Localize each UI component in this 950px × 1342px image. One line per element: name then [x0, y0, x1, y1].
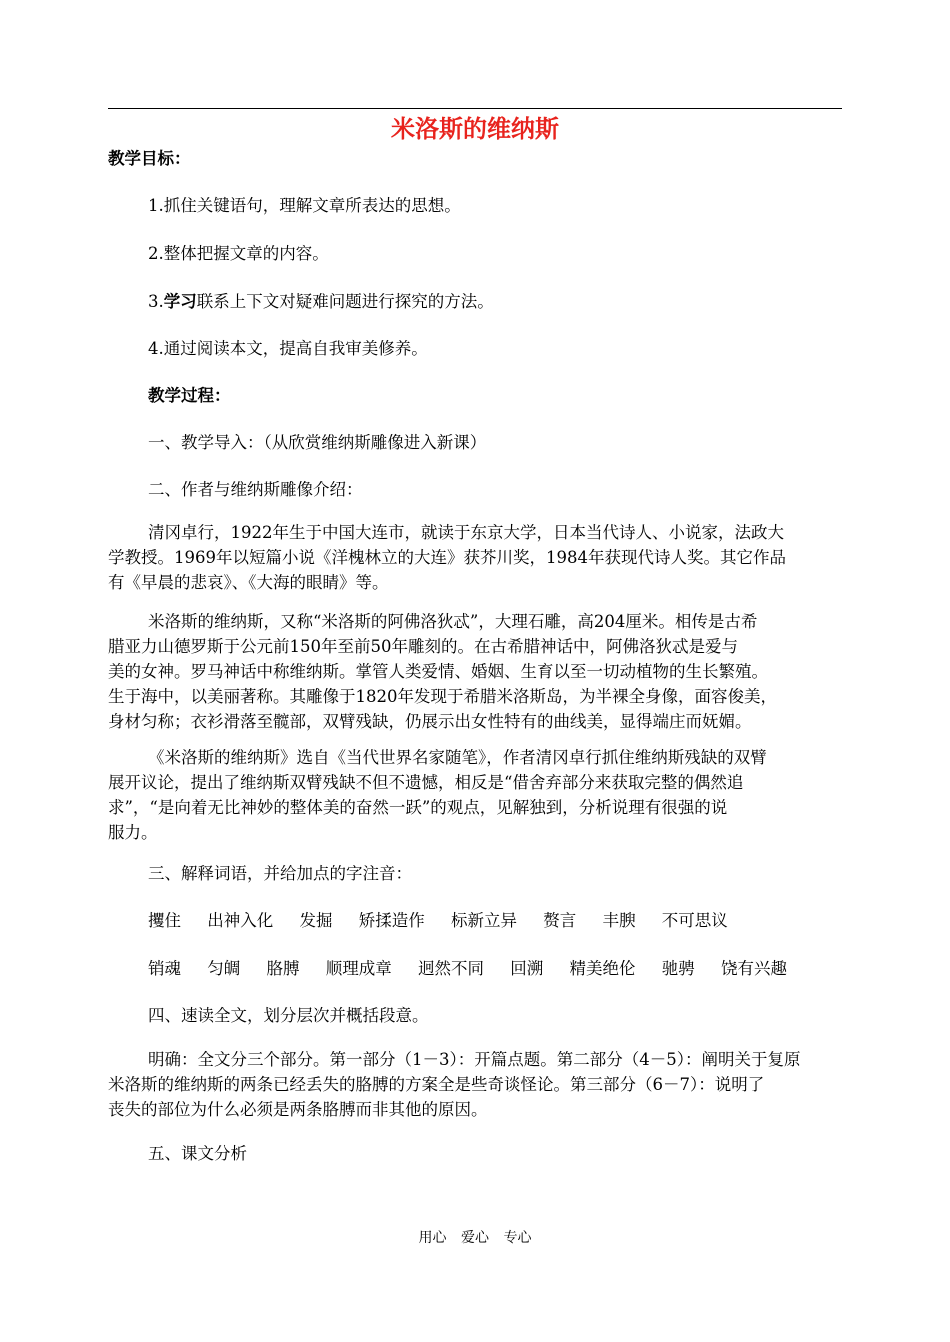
vocabulary-word: 顺理成章 [325, 959, 392, 978]
paragraph-author [108, 520, 842, 595]
paragraph-line: 清冈卓行，1922年生于中国大连市，就读于东京大学，日本当代诗人、小说家，法政大 [148, 523, 784, 542]
vocabulary-word: 赘言 [543, 911, 577, 930]
vocabulary-word: 矫揉造作 [358, 911, 425, 930]
paragraph-line: 米洛斯的维纳斯，又称“米洛斯的阿佛洛狄忒”，大理石雕，高204厘米。相传是古希 [148, 612, 758, 631]
paragraph-line: 服力。 [108, 823, 158, 842]
objectives-heading: 教学目标： [108, 149, 191, 168]
objective-4: 4.通过阅读本文，提高自我审美修养。 [148, 339, 428, 358]
paragraph-line: 《米洛斯的维纳斯》选自《当代世界名家随笔》，作者清冈卓行抓住维纳斯残缺的双臂 [148, 748, 767, 767]
objective-2: 2.整体把握文章的内容。 [148, 244, 329, 263]
paragraph-line: 学教授。1969年以短篇小说《洋槐林立的大连》获芥川奖，1984年获现代诗人奖。其它作品 [108, 548, 786, 567]
paragraph-line: 生于海中，以美丽著称。其雕像于1820年发现于希腊米洛斯岛，为半裸全身像，面容俊美， [108, 687, 777, 706]
section-4-heading: 四、速读全文，划分层次并概括段意。 [148, 1006, 429, 1025]
section-5-heading: 五、课文分析 [148, 1144, 247, 1163]
vocabulary-word: 丰腴 [602, 911, 636, 930]
header-rule [108, 108, 842, 109]
paragraph-line: 腊亚力山德罗斯于公元前150年至前50年雕刻的。在古希腊神话中，阿佛洛狄忒是爱与 [108, 637, 738, 656]
vocabulary-word: 驰骋 [661, 959, 695, 978]
footer-text: 专心 [503, 1230, 532, 1246]
paragraph-line: 求”，“是向着无比神妙的整体美的奋然一跃”的观点，见解独到，分析说理有很强的说 [108, 798, 728, 817]
vocabulary-word: 饶有兴趣 [721, 959, 787, 978]
vocabulary-row-2 [148, 956, 808, 981]
vocabulary-word: 匀皗 [207, 959, 241, 978]
paragraph-essay [108, 745, 842, 845]
footer-text: 爱心 [461, 1230, 489, 1246]
vocabulary-word: 不可思议 [661, 911, 728, 930]
vocabulary-word: 回溯 [510, 959, 544, 978]
section-1-heading: 一、教学导入：（从欣赏维纳斯雕像进入新课） [148, 433, 487, 452]
footer-text: 用心 [418, 1230, 447, 1246]
vocabulary-word: 销魂 [148, 959, 181, 978]
process-heading: 教学过程： [148, 386, 231, 405]
paragraph-line: 丧失的部位为什么必须是两条胳膊而非其他的原因。 [108, 1100, 488, 1119]
vocabulary-row-1 [148, 908, 749, 933]
vocabulary-word: 发掘 [299, 911, 333, 930]
vocabulary-word: 迥然不同 [418, 959, 484, 978]
paragraph-line: 美的女神。罗马神话中称维纳斯。掌管人类爱情、婚姻、生育以至一切动植物的生长繁殖。 [108, 662, 768, 681]
document-title: 米洛斯的维纳斯 [391, 115, 559, 143]
objective-3-rest: 联系上下文对疑难问题进行探究的方法。 [196, 292, 494, 311]
section-2-heading: 二、作者与维纳斯雕像介绍： [148, 480, 363, 499]
section-3-heading: 三、解释词语，并给加点的字注音： [148, 864, 412, 883]
paragraph-line: 米洛斯的维纳斯的两条已经丢失的胳膊的方案全是些奇谈怪论。第三部分（6－7）：说明了 [108, 1075, 765, 1094]
paragraph-line: 有《早晨的悲哀》、《大海的眼睛》等。 [108, 573, 389, 592]
paragraph-line: 明确：全文分三个部分。第一部分（1－3）：开篇点题。第二部分（4－5）：阐明关于复原 [148, 1050, 801, 1069]
vocabulary-word: 精美绝伦 [569, 959, 636, 978]
vocabulary-word: 攫住 [148, 911, 181, 930]
page-footer [0, 1228, 950, 1248]
vocabulary-word: 出神入化 [207, 911, 274, 930]
paragraph-venus [108, 609, 842, 734]
objective-1: 1.抓住关键语句，理解文章所表达的思想。 [148, 196, 461, 215]
paragraph-line: 身材匀称；衣衫滑落至髋部，双臂残缺，仍展示出女性特有的曲线美，显得端庄而妩媚。 [108, 712, 752, 731]
paragraph-structure [108, 1047, 842, 1122]
objective-3-number: 3. [148, 292, 164, 311]
objective-3-bold: 学习 [163, 292, 197, 311]
paragraph-line: 展开议论，提出了维纳斯双臂残缺不但不遗憾，相反是“借舍弃部分来获取完整的偶然追 [108, 773, 744, 792]
vocabulary-word: 胳膊 [266, 959, 300, 978]
objective-3 [148, 289, 494, 314]
vocabulary-word: 标新立异 [451, 911, 517, 930]
